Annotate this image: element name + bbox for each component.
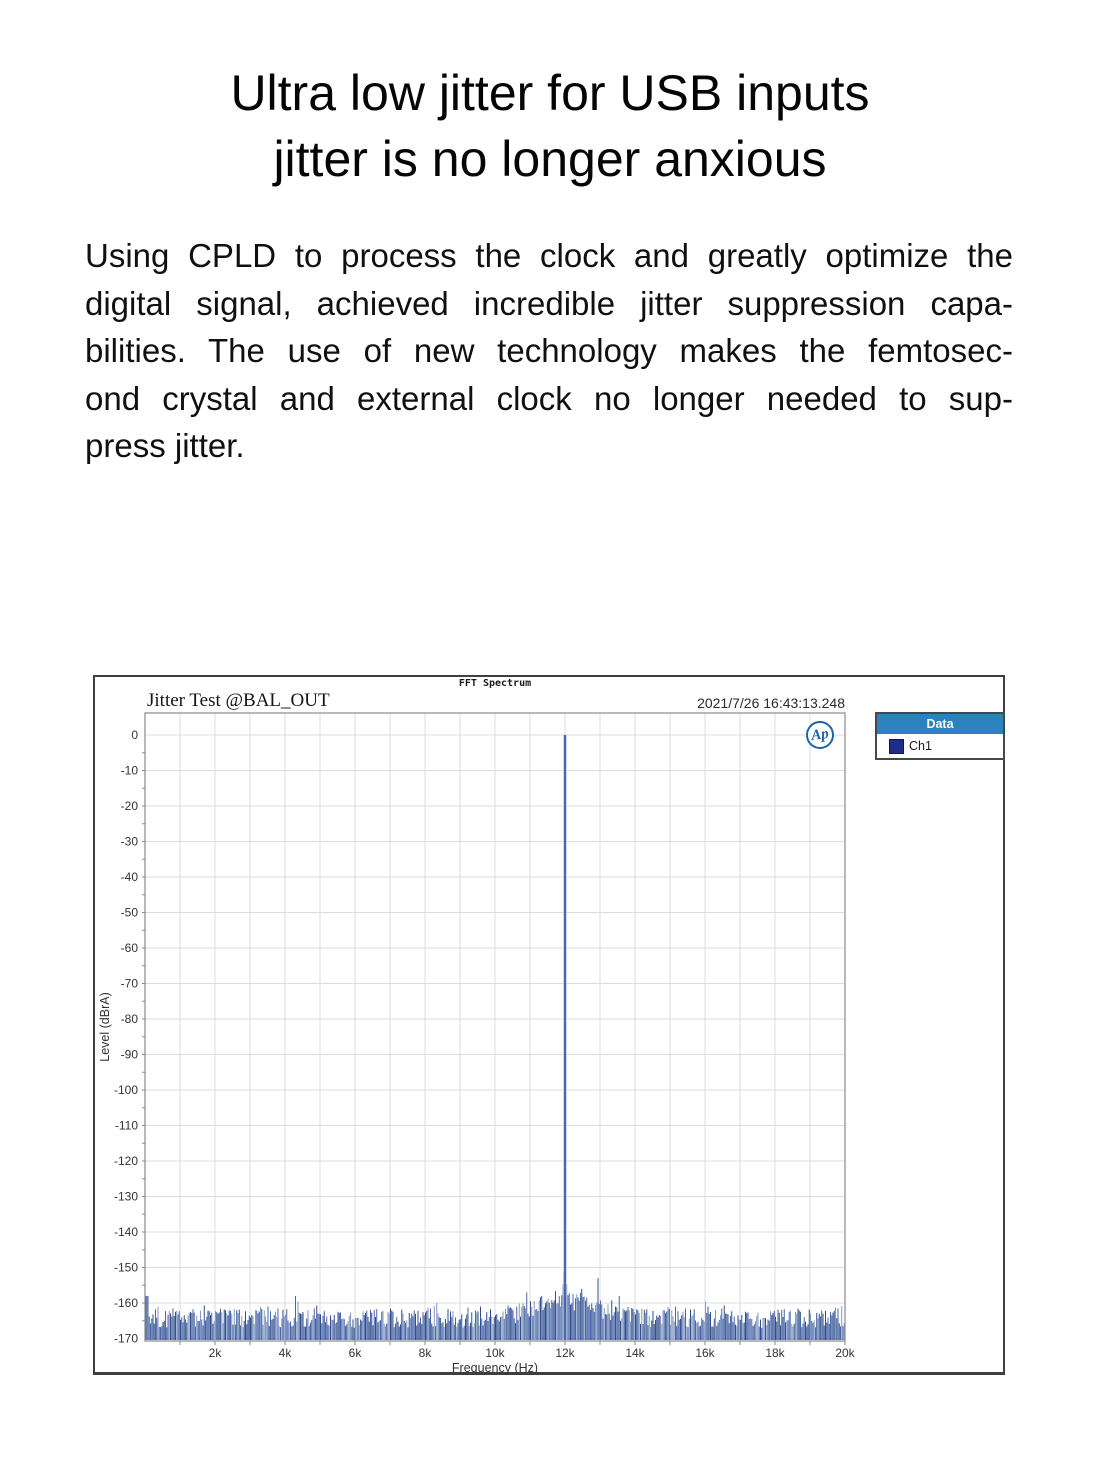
x-tick-label: 16k: [695, 1346, 715, 1360]
ap-logo-text: Ap: [810, 725, 830, 744]
intro-paragraph: [85, 232, 1013, 470]
page-title-line-1: Ultra low jitter for USB inputs: [230, 65, 870, 121]
x-tick-label: 8k: [418, 1346, 432, 1360]
x-tick-label: 4k: [278, 1346, 292, 1360]
chart-window-title: FFT Spectrum: [458, 678, 532, 689]
x-tick-label: 20k: [835, 1346, 855, 1360]
y-tick-label: -140: [113, 1225, 138, 1239]
x-tick-label: 12k: [555, 1346, 575, 1360]
grid-lines: [145, 713, 845, 1341]
y-tick-label: -80: [120, 1012, 138, 1026]
intro-line: press jitter.: [85, 427, 245, 464]
x-tick-label: 14k: [625, 1346, 645, 1360]
x-tick-label: 10k: [485, 1346, 505, 1360]
legend-item-ch1: [877, 734, 1003, 758]
y-tick-label: -60: [120, 941, 138, 955]
legend: [875, 712, 1005, 760]
intro-line: bilities. The use of new technology makes the femtosec-: [85, 332, 1013, 369]
y-tick-label: -110: [114, 1118, 138, 1133]
fft-chart-card: [93, 675, 1005, 1375]
page-title-line-2: jitter is no longer anxious: [273, 131, 827, 187]
intro-line: Using CPLD to process the clock and greatly optimize the: [85, 237, 1013, 274]
y-tick-label: -160: [113, 1296, 138, 1310]
intro-line: digital signal, achieved incredible jitter suppression capa-: [85, 284, 1013, 322]
y-tick-label: -100: [113, 1083, 138, 1097]
y-tick-label: -20: [120, 799, 138, 813]
y-tick-label: -10: [120, 763, 138, 778]
x-axis-title: Frequency (Hz): [451, 1361, 539, 1375]
y-tick-label: -30: [120, 834, 138, 849]
x-tick-label: 18k: [765, 1346, 785, 1360]
intro-line: ond crystal and external clock no longer needed to sup-: [85, 379, 1013, 417]
y-tick-label: -120: [113, 1154, 138, 1168]
legend-item-label: Ch1: [909, 739, 932, 753]
ch1-main-peak: [563, 735, 567, 1340]
y-tick-label: -50: [120, 905, 138, 920]
y-tick-label: 0: [131, 728, 138, 742]
y-tick-label: -170: [113, 1331, 138, 1346]
legend-header: Data: [877, 714, 1003, 734]
y-tick-label: -130: [113, 1189, 138, 1204]
y-tick-label: -40: [120, 870, 138, 884]
measurement-label: Jitter Test @BAL_OUT: [147, 690, 330, 711]
x-tick-label: 2k: [208, 1346, 222, 1360]
chart-timestamp: 2021/7/26 16:43:13.248: [697, 695, 845, 711]
ch1-color-swatch: [889, 739, 904, 754]
y-tick-label: -70: [120, 976, 138, 991]
fft-plot: [95, 677, 999, 1375]
y-tick-label: -150: [113, 1260, 138, 1275]
x-tick-label: 6k: [348, 1346, 362, 1360]
y-tick-label: -90: [120, 1047, 138, 1062]
y-axis-title: Level (dBrA): [98, 992, 112, 1062]
page-title: [0, 60, 1100, 192]
